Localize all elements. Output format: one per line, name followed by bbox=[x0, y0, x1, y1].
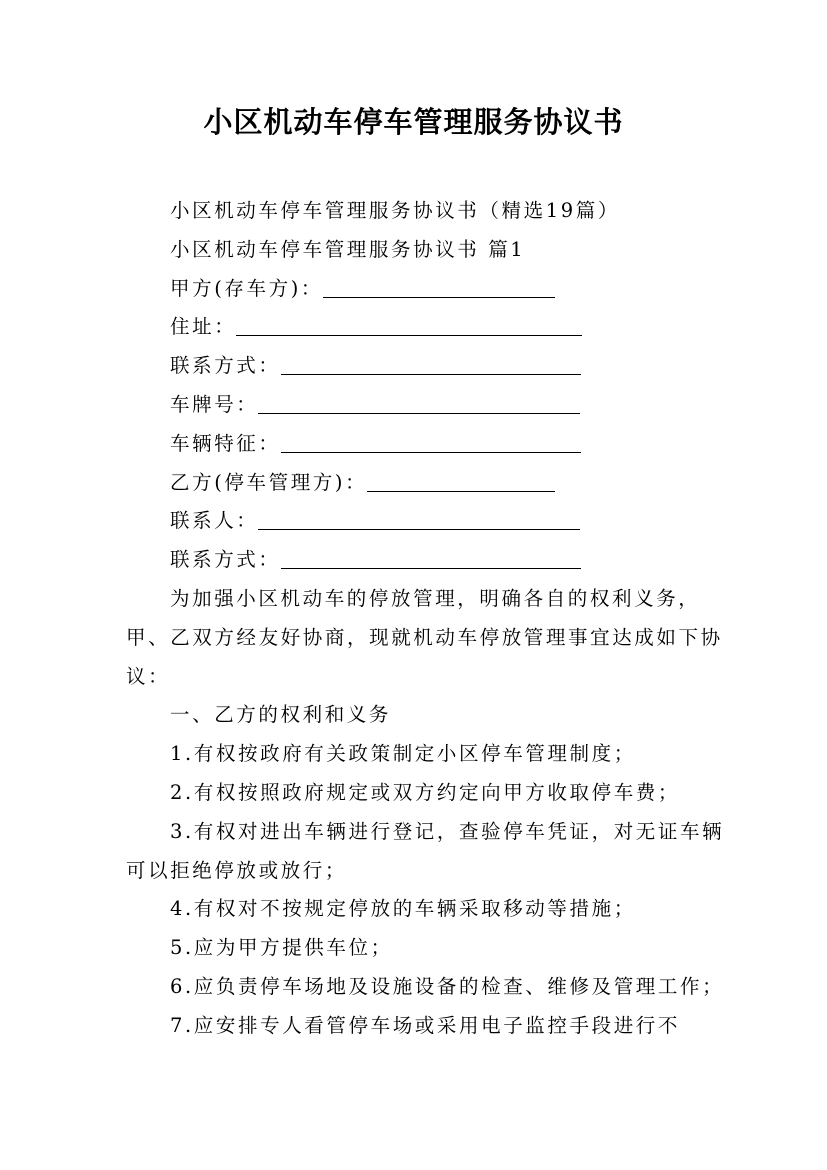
blank-line[interactable] bbox=[258, 387, 580, 414]
document-title: 小区机动车停车管理服务协议书 bbox=[203, 105, 624, 139]
clause-item: 6.应负责停车场地及设施设备的检查、维修及管理工作； bbox=[170, 974, 725, 998]
blank-line[interactable] bbox=[236, 309, 582, 336]
blank-line[interactable] bbox=[281, 542, 581, 569]
blank-line[interactable] bbox=[367, 465, 555, 492]
field-label: 车辆特征： bbox=[170, 431, 281, 455]
field-label: 车牌号： bbox=[170, 392, 259, 416]
clause-item: 5.应为甲方提供车位； bbox=[170, 936, 393, 960]
field-contact-b bbox=[126, 541, 726, 580]
intro-paragraph: 为加强小区机动车的停放管理，明确各自的权利义务，甲、乙双方经友好协商，现就机动车停放管理事宜达成如下协议： bbox=[126, 586, 723, 688]
blank-line[interactable] bbox=[323, 271, 555, 298]
field-label: 联系人： bbox=[170, 509, 259, 533]
clause-item: 3.有权对进出车辆进行登记，查验停车凭证，对无证车辆可以拒绝停放或放行； bbox=[126, 819, 725, 882]
field-label: 甲方(存车方)： bbox=[170, 276, 324, 300]
field-label: 联系方式： bbox=[170, 548, 281, 572]
field-address bbox=[126, 308, 726, 347]
subtitle: 小区机动车停车管理服务协议书（精选19篇） bbox=[170, 199, 620, 222]
document-body bbox=[126, 192, 726, 1046]
field-plate bbox=[126, 386, 726, 425]
field-label: 乙方(停车管理方)： bbox=[170, 470, 368, 494]
field-contact-person bbox=[126, 502, 726, 541]
clause-item: 7.应安排专人看管停车场或采用电子监控手段进行不 bbox=[170, 1013, 681, 1037]
field-party-a bbox=[126, 270, 726, 309]
field-label: 联系方式： bbox=[170, 354, 281, 378]
blank-line[interactable] bbox=[281, 348, 581, 375]
section-heading: 小区机动车停车管理服务协议书 篇1 bbox=[170, 237, 526, 261]
field-vehicle-features bbox=[126, 425, 726, 464]
blank-line[interactable] bbox=[258, 503, 580, 530]
field-party-b bbox=[126, 464, 726, 503]
clause-item: 4.有权对不按规定停放的车辆采取移动等措施； bbox=[170, 897, 636, 921]
field-contact-a bbox=[126, 347, 726, 386]
clause-heading: 一、乙方的权利和义务 bbox=[170, 703, 392, 727]
clause-item: 1.有权按政府有关政策制定小区停车管理制度； bbox=[170, 742, 636, 766]
clause-item: 2.有权按照政府规定或双方约定向甲方收取停车费； bbox=[170, 780, 681, 804]
field-label: 住址： bbox=[170, 315, 237, 339]
blank-line[interactable] bbox=[281, 426, 581, 453]
